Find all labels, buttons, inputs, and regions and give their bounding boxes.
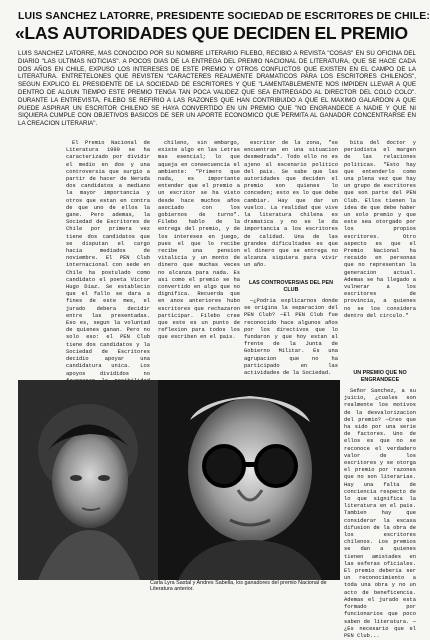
body-column-3-continued: —¿Podria explicarnos donde se origina la separacion del PEN Club? —El PEN Club fue reconocido hace algunos años por los directivos que lo fundaron y que hoy estan al frente de la Junta de Gobierno Militar. Es una agrupacion que no ha participado en las actividades de la Sociedad. bbox=[244, 298, 338, 377]
body-column-3: escritor de la zona, "se encuentran en una situacion desmedrada". Todo ello no es ajeno al escenario politico del pais. Se sabe que las autoridades que deciden el premio son quienes lo conceden; esto es lo que debe cambiar. Hay que dar un vuelco. La realidad que vive la literatura chilena es dramatica y no se le da importancia a los escritores de calidad. Una de las grandes dificultades es que el dinero que se entrega no alcanza siquiera para vivir un año. bbox=[244, 140, 338, 269]
photo-portraits bbox=[18, 380, 340, 580]
subheading-pen-club: LAS CONTROVERSIAS DEL PEN CLUB bbox=[248, 280, 334, 293]
lead-paragraph: LUIS SANCHEZ LATORRE, MAS CONOCIDO POR SU NOMBRE LITERARIO FILEBO, RECIBIO A REVISTA "COSAS" EN SU OFICINA DEL DIARIO "LAS ULTIMAS NOTICIAS". A POCOS DIAS DE LA ENTREGA DEL PREMIO NACIONAL DE LITERATURA, QUE SE HACE CADA DOS AÑOS EN CHILE, EXPUSO LOS INTERESES DE ESTE PREMIO Y OTROS CONFLICTOS QUE EXISTEN EN EL CAMPO DE LA LITERATURA. ENTRETELONES QUE REVISTEN "CARACTERES REALMENTE DRAMATICOS PARA LOS ESCRITORES CHILENOS", SEGUN EXPLICO EL PRESIDENTE DE LA SOCIEDAD DE ESCRITORES Y QUE "LAMENTABLEMENTE NOS IMPIDEN LLEVAR A QUE DENTRO DE ALGUN TIEMPO ESTE PREMIO TENGA TAN POCA VALIDEZ QUE SEA ENTREGADO AL DIRECTOR DEL COLO COLO". DURANTE LA ENTREVISTA, FILEBO SE REFIRIO A LAS RAZONES QUE HAN CONTRIBUIDO A QUE EL MAXIMO GALARDON A QUE PUEDE ASPIRAR UN ESCRITOR CHILENO SE HAYA CONVERTIDO EN UN PREMIO QUE "NO ENGRANDECE A NADIE Y QUE NI SIQUIERA CUMPLE CON OBJETIVOS BASICOS DE SER UN APORTE ECONOMICO QUE PERMITA AL GANADOR CONCENTRARSE EN LA CREACION LITERARIA". bbox=[18, 50, 416, 128]
headline: «LAS AUTORIDADES QUE DECIDEN EL PREMIO bbox=[15, 23, 408, 43]
body-column-4: bita del doctor y periodista el margen de las relaciones politicas. "Esto hay que entenderlo como una plena vez que hay un grupo de escritores que son parte del PEN Club. Ellos tienen la idea de que debe haber un solo premio y que este sea otorgado por los propios escritores. Otro aspecto es que el Premio Nacional ha recaido en personas que no representan la generacion actual. Ademas se ha llegado a vulnerar a los escritores de provincia, a quienes no se los considera dentro del circulo." bbox=[344, 140, 416, 319]
kicker: LUIS SANCHEZ LATORRE, PRESIDENTE SOCIEDAD DE ESCRITORES DE CHILE: bbox=[18, 10, 430, 22]
subheading-premio: UN PREMIO QUE NO ENGRANDECE bbox=[353, 370, 407, 383]
body-column-2: chileno, sin embargo, existe algo en las Letras mas esencial; lo que aqueja en consecuencia el ambiente: "Primero que nada, es importante entender que el premio a un escritor se ha visto desde hace muchos años asociado con los gobiernos de turno". Filebo hablo de la entrega del premio, y de los intereses en juego, pues el que lo recibe recibe una pension vitalicia y un monto de dinero que muchas veces no alcanza para nada. Es asi como el premio se ha convertido en algo que no dignifica. Recuerda que en anos anteriores hubo escritores que rechazaron participar. Filebo cree que este es un punto de reflexion para todos los que escriben en el pais. bbox=[158, 140, 240, 341]
body-column-1: El Premio Nacional de Literatura 1990 se ha caracterizado por dividir el medio en dos y una controversia que surgio a partir de hacer de Neruda dos candidatos a mediano la mayor importancia y otros que estan en contra de que uno de ellos la gane. Pero ademas, la Sociedad de Escritores de Chile por primera vez tiene dos candidatos que se disputan el cargo hacia mediados de noviembre. El PEN Club internacional con sede en Chile ha postulado como candidato el poeta Victor Hugo Diaz. Se establecio que el fallo se dara a fines de este mes, el jurado debera decidir entre las presentadas. Eso es, segun la voluntad de quienes ganan. Pero no solo eso: el PEN Club tiene dos candidatos y la Sociedad de Escritores decidio apoyar una candidatura unica. Los apoyos divididos no bbox=[66, 140, 150, 377]
photo-caption: Carla Lyra Sastal y Andres Sabella, los ganadores del premio Nacional de Literatura anterior. bbox=[150, 580, 327, 593]
body-column-4-continued: Señor Sanchez, a su juicio, ¿cuales son realmente los motivos de la desvalorizacion del premio? —Creo que ha sido por una serie de factores. Uno de ellos es que no se reconoce el verdadero valor de los escritores y se otorga el premio por razones que no son literarias. Hay una falta de conciencia respecto de lo que significa la literatura en el pais. Tambien hay que considerar la escasa difusion de la obra de los escritores chilenos. Los premios se dan a quienes tienen amistades en las esferas oficiales. El premio deberia ser un reconocimiento a toda una obra y no un acto de beneficencia. Ademas el jurado esta formado por funcionarios que poco saben de literatura. —¿Es necesario que el PEN Club... bbox=[344, 388, 416, 639]
